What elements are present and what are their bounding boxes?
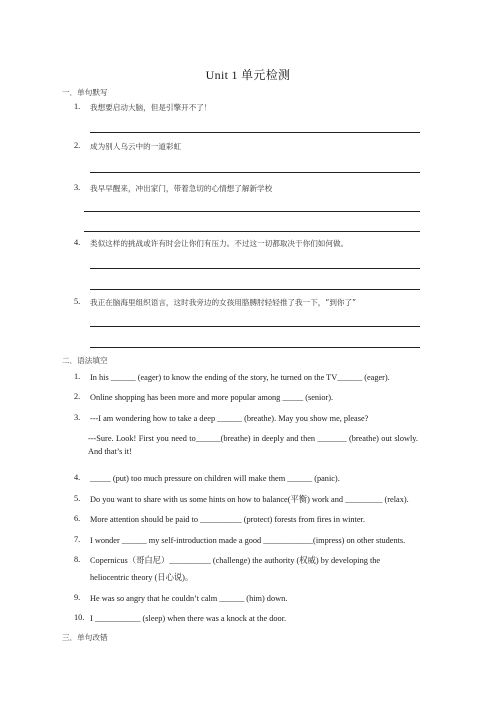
s2-item-5-text: Do you want to share with us some hints on how to balance(平衡) work and _________ (relax). (90, 495, 409, 504)
s1-item-5-number: 5. (74, 297, 81, 306)
answer-line (90, 172, 420, 173)
s1-item-3-number: 3. (74, 183, 81, 192)
s2-item-6-text: More attention should be paid to __________ (protect) forests from fires in winter. (90, 515, 365, 524)
s2-item-3-number: 3. (74, 413, 81, 422)
answer-line (90, 268, 420, 269)
s2-item-4-text: _____ (put) too much pressure on children will make them ______ (panic). (90, 474, 340, 483)
s2-item-1-text: In his ______ (eager) to know the ending of the story, he turned on the TV______ (eager). (90, 373, 390, 382)
s2-item-3-continuation: ---Sure. Look! First you need to______(breathe) in deeply and then _______ (breathe) out slowly. And that’s it! (88, 434, 418, 456)
s2-item-5-number: 5. (74, 494, 81, 503)
section-3-heading: 三．单句改错 (62, 633, 108, 642)
s2-item-3-text: ---I am wondering how to take a deep ______ (breathe). May you show me, please? (90, 414, 369, 423)
s1-item-1-text: 我想要启动大脑，但是引擎开不了！ (90, 103, 212, 112)
answer-line (90, 347, 420, 348)
s2-item-4-number: 4. (74, 473, 81, 482)
section-2-heading: 二．语法填空 (62, 356, 108, 365)
answer-line (84, 211, 420, 212)
s1-item-4-number: 4. (74, 238, 81, 247)
s2-item-9-text: He was so angry that he couldn’t calm ______ (him) down. (90, 594, 288, 603)
answer-line (90, 132, 420, 133)
s1-item-1-number: 1. (74, 102, 81, 111)
s2-item-9-number: 9. (74, 593, 81, 602)
s2-item-10-text: I ___________ (sleep) when there was a knock at the door. (90, 614, 287, 623)
s2-item-7-text: I wonder ______ my self-introduction made a good ____________(impress) on other students. (90, 536, 406, 545)
s2-item-2-number: 2. (74, 392, 81, 401)
s2-item-7-number: 7. (74, 535, 81, 544)
document-title: Unit 1 单元检测 (205, 68, 291, 82)
section-1-heading: 一．单句默写 (62, 88, 108, 97)
s2-item-10-number: 10. (74, 613, 85, 622)
s1-item-5-text: 我正在脑海里组织语言，这时我旁边的女孩用胳膊肘轻轻推了我一下，“到你了” (90, 298, 357, 307)
s1-item-2-text: 成为别人乌云中的一道彩虹 (90, 142, 182, 151)
s2-item-8-continuation: heliocentric theory (日心说)。 (90, 573, 194, 582)
s2-item-8-text: Copernicus（哥白尼）__________ (challenge) the authority (权威) by developing the (90, 556, 381, 565)
answer-line (84, 231, 420, 232)
s2-item-1-number: 1. (74, 372, 81, 381)
s1-item-4-text: 类似这样的挑战或许有时会让你们有压力。不过这一切都取决于你们如何做。 (90, 239, 349, 248)
s1-item-2-number: 2. (74, 141, 81, 150)
s2-item-6-number: 6. (74, 514, 81, 523)
s2-item-2-text: Online shopping has been more and more popular among _____ (senior). (90, 393, 334, 402)
answer-line (90, 326, 420, 327)
s1-item-3-text: 我早早醒来，冲出家门，带着急切的心情想了解新学校 (90, 184, 273, 193)
s2-item-8-number: 8. (74, 555, 81, 564)
answer-line (90, 289, 420, 290)
